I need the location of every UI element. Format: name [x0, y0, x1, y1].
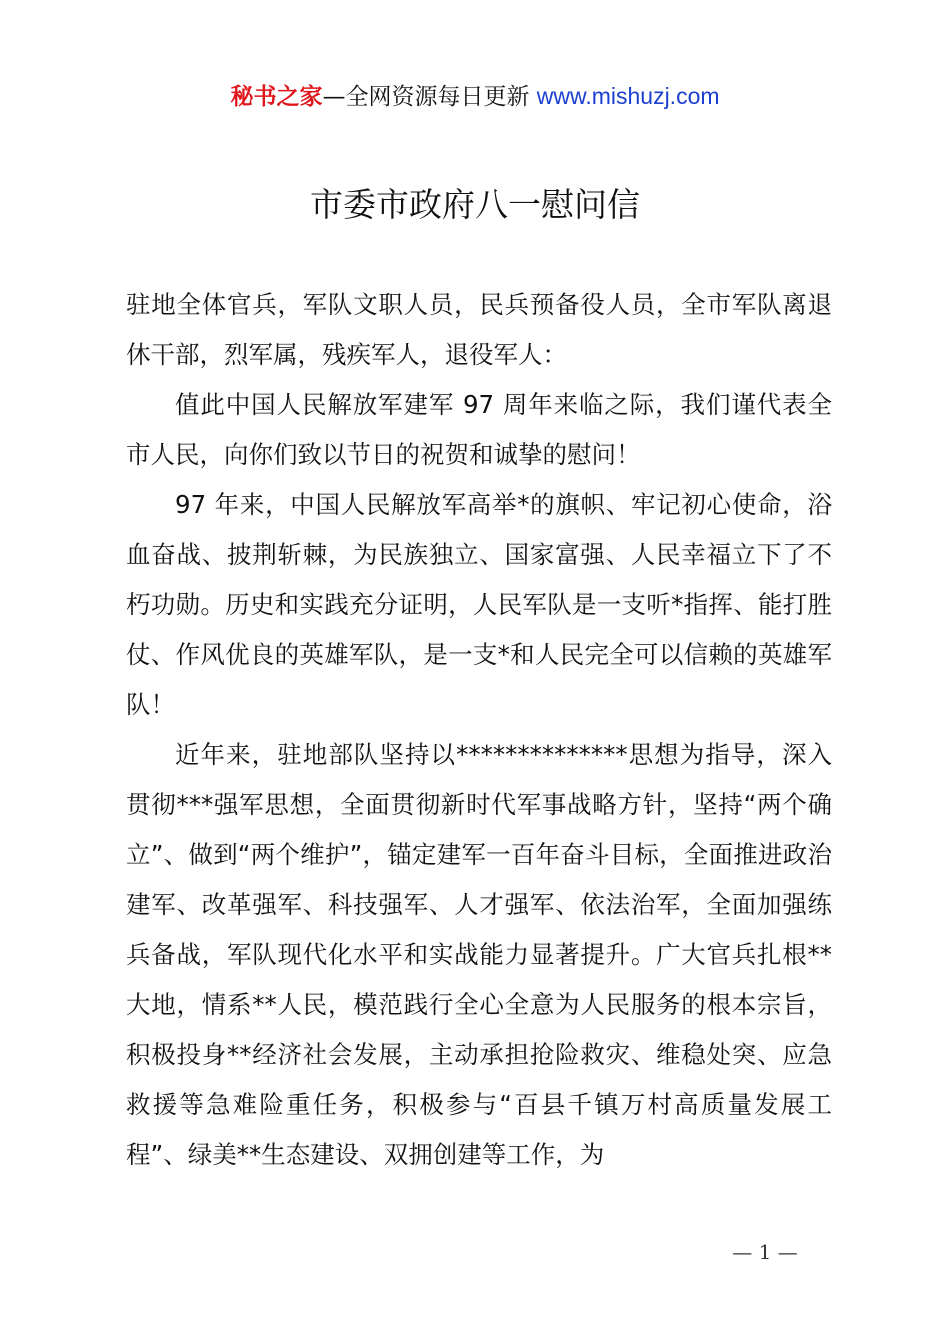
document-title: 市委市政府八一慰问信: [310, 185, 640, 224]
brand-name: 秘书之家: [230, 84, 323, 110]
letter-body: [126, 280, 832, 1180]
site-url-link[interactable]: www.mishuzj.com: [536, 83, 720, 109]
paragraph-history: 97 年来，中国人民解放军高举*的旗帜、牢记初心使命，浴血奋战、披荆斩棘，为民族独立、国家富强、人民幸福立下了不朽功勋。历史和实践充分证明，人民军队是一支听*指挥、能打胜仗、作风优良的英雄军队，是一支*和人民完全可以信赖的英雄军队！: [126, 490, 832, 719]
banner-tagline: —全网资源每日更新: [322, 84, 537, 110]
salutation: 驻地全体官兵，军队文职人员，民兵预备役人员，全市军队离退休干部，烈军属，残疾军人，退役军人：: [126, 290, 832, 369]
paragraph-recent-years: 近年来，驻地部队坚持以**************思想为指导，深入贯彻***强军思想，全面贯彻新时代军事战略方针，坚持“两个确立”、做到“两个维护”，锚定建军一百年奋斗目标，全面推进政治建军、改革强军、科技强军、人才强军、依法治军，全面加强练兵备战，军队现代化水平和实战能力显著提升。广大官兵扎根**大地，情系**人民，模范践行全心全意为人民服务的根本宗旨，积极投身**经济社会发展，主动承担抢险救灾、维稳处突、应急救援等急难险重任务，积极参与“百县千镇万村高质量发展工程”、绿美**生态建设、双拥创建等工作，为: [126, 740, 832, 1169]
paragraph-greeting: 值此中国人民解放军建军 97 周年来临之际，我们谨代表全市人民，向你们致以节日的祝贺和诚挚的慰问！: [126, 390, 832, 469]
site-banner: [0, 80, 950, 113]
page-number: — 1 —: [732, 1240, 798, 1264]
